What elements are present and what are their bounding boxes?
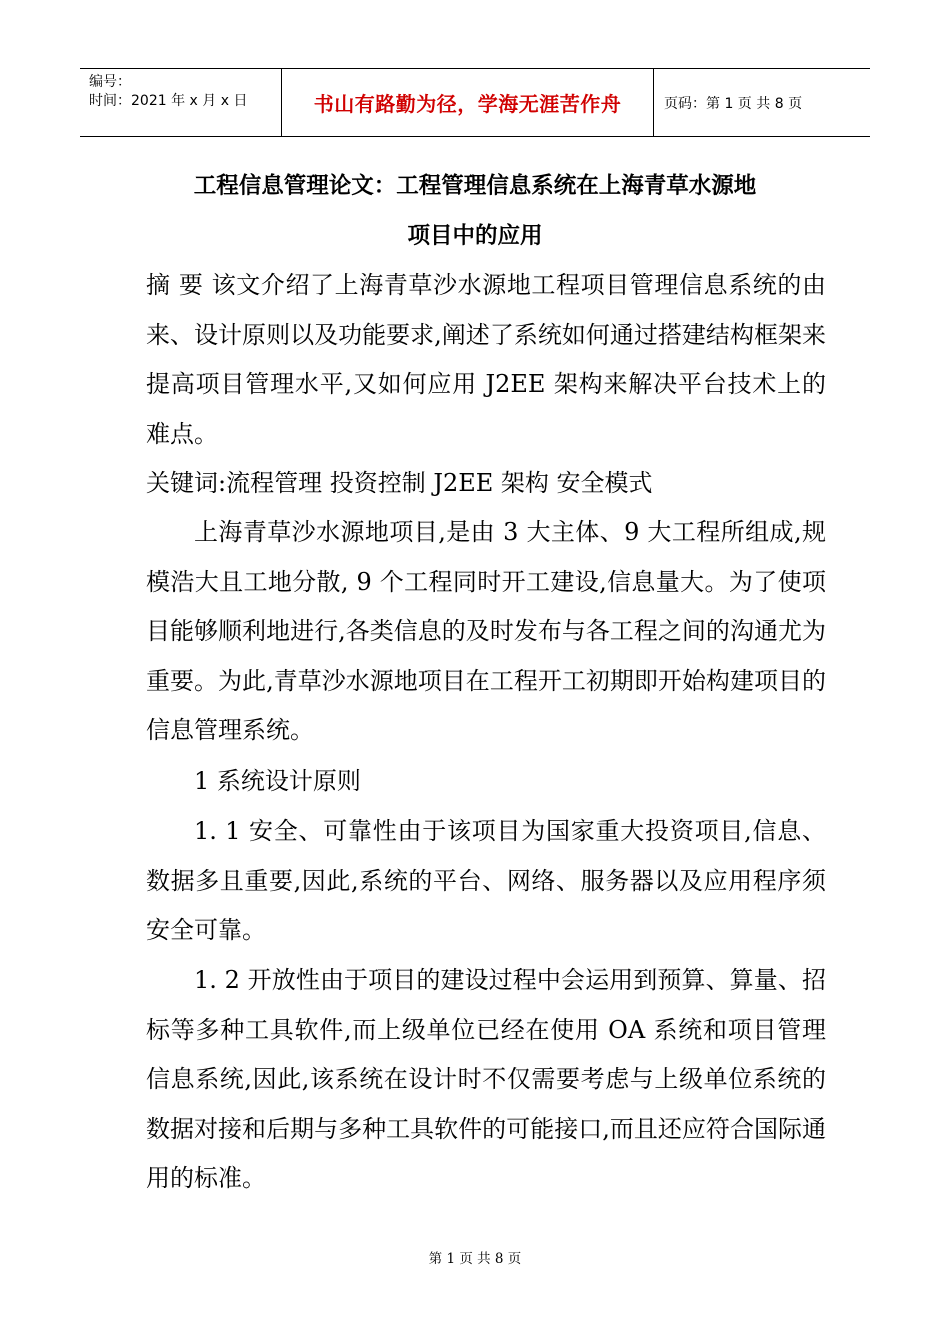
header-meta: [80, 69, 281, 136]
header-page-info: 页码：第 1 页 共 8 页: [664, 95, 803, 112]
document-header: [80, 68, 870, 137]
document-title-line-2: 项目中的应用: [407, 223, 543, 249]
header-motto: 书山有路勤为径，学海无涯苦作舟: [281, 69, 654, 136]
intro-paragraph: 上海青草沙水源地项目,是由 3 大主体、9 大工程所组成,规模浩大且工地分散, 9 个工程同时开工建设,信息量大。为了使项目能够顺利地进行,各类信息的及时发布与各工程之间的沟通尤为重要。为此,青草沙水源地项目在工程开工初期即开始构建项目的信息管理系统。: [146, 518, 826, 744]
page-footer: 第 1 页 共 8 页: [428, 1251, 522, 1267]
section-1-1-paragraph: 1. 1 安全、可靠性由于该项目为国家重大投资项目,信息、数据多且重要,因此,系统的平台、网络、服务器以及应用程序须安全可靠。: [146, 817, 826, 944]
section-1-2-paragraph: 1. 2 开放性由于项目的建设过程中会运用到预算、算量、招标等多种工具软件,而上级单位已经在使用 OA 系统和项目管理信息系统,因此,该系统在设计时不仅需要考虑与上级单位系统的数据对接和后期与多种工具软件的可能接口,而且还应符合国际通用的标准。: [146, 966, 826, 1192]
document-title-line-1: 工程信息管理论文：工程管理信息系统在上海青草水源地: [193, 173, 757, 199]
document-number-label: 编号：: [89, 74, 131, 90]
keywords-line: 关键词:流程管理 投资控制 J2EE 架构 安全模式: [146, 469, 653, 497]
document-time-label: 时间：2021 年 x 月 x 日: [89, 93, 248, 109]
section-1-heading: 1 系统设计原则: [194, 767, 361, 795]
abstract-paragraph: 摘 要 该文介绍了上海青草沙水源地工程项目管理信息系统的由来、设计原则以及功能要求,阐述了系统如何通过搭建结构框架来提高项目管理水平,又如何应用 J2EE 架构来解决平台技术上的难点。: [146, 271, 826, 448]
